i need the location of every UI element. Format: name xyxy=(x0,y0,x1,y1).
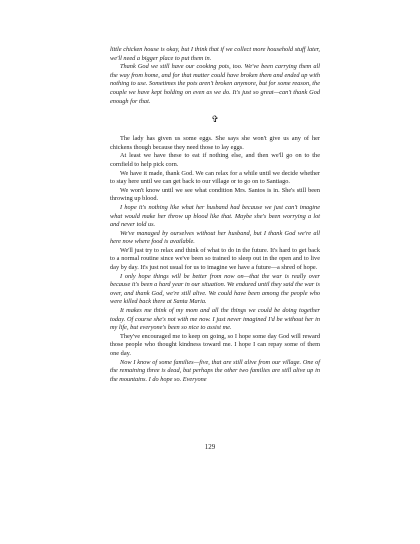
body-paragraph: We have it made, thank God. We can relax for a while until we decide whether to stay here until we can get back to our village or to go on to Santiago. xyxy=(110,169,320,186)
body-paragraph: It makes me think of my mom and all the things we could be doing together today. Of course she's not with me now. I just never imagined I'd be without her in my life, but everyone's been so nice to assist me. xyxy=(110,307,320,332)
body-paragraph: We've managed by ourselves without her husband, but I thank God we're all here now where food is available. xyxy=(110,229,320,246)
body-paragraph: At least we have these to eat if nothing else, and then we'll go on to the cornfield to help pick corn. xyxy=(110,152,320,168)
body-paragraph: We won't know until we see what condition Mrs. Santos is in. She's still been throwing up blood. xyxy=(110,186,320,203)
body-paragraph: I only hope things will be better from now on—that the war is really over because it's been a hard year in our situation. We endured until they said the war is over, and thank God, we're still alive. We could have been among the people who were killed back there at Santa Maria. xyxy=(110,272,320,306)
section-divider-ornament-icon: ✞ xyxy=(211,114,219,125)
page-text-column xyxy=(110,46,320,384)
body-paragraph: They've encouraged me to keep on going, so I hope some day God will reward those people who thought kindness toward me. I hope I can repay some of them one day. xyxy=(110,332,320,357)
paragraph-top-1: little chicken house is okay, but I think that if we collect more household stuff later, we'll need a bigger place to put them in. xyxy=(110,46,320,62)
body-paragraph: I hope it's nothing like what her husband had because we just can't imagine what would make her throw up blood like that. Maybe she's been worrying a lot and never told us. xyxy=(110,203,320,229)
body-paragraph: Now I know of some families—five, that are still alive from our village. One of the remaining three is dead, but perhaps the other two families are still alive up in the mountains. I do hope so. Everyone xyxy=(110,358,320,383)
page-number: 129 xyxy=(204,443,216,451)
body-paragraphs xyxy=(110,135,320,384)
body-paragraph: We'll just try to relax and think of what to do in the future. It's hard to get back to a normal routine since we've been so trained to sleep out in the open and to live day by day. It's just not usual for us to imagine we have a future—a shred of hope. xyxy=(110,246,320,272)
paragraph-top-2: Thank God we still have our cooking pots, too. We've been carrying them all the way from home, and for that matter could have broken them and ended up with nothing to use. Sometimes the pots aren't broken anymore, but for some reason, the couple we have kept holding on even as we do. It's just so great—can't thank God enough for that. xyxy=(110,63,320,105)
body-paragraph: The lady has given us some eggs. She says she won't give us any of her chickens though because they need those to lay eggs. xyxy=(110,135,320,151)
